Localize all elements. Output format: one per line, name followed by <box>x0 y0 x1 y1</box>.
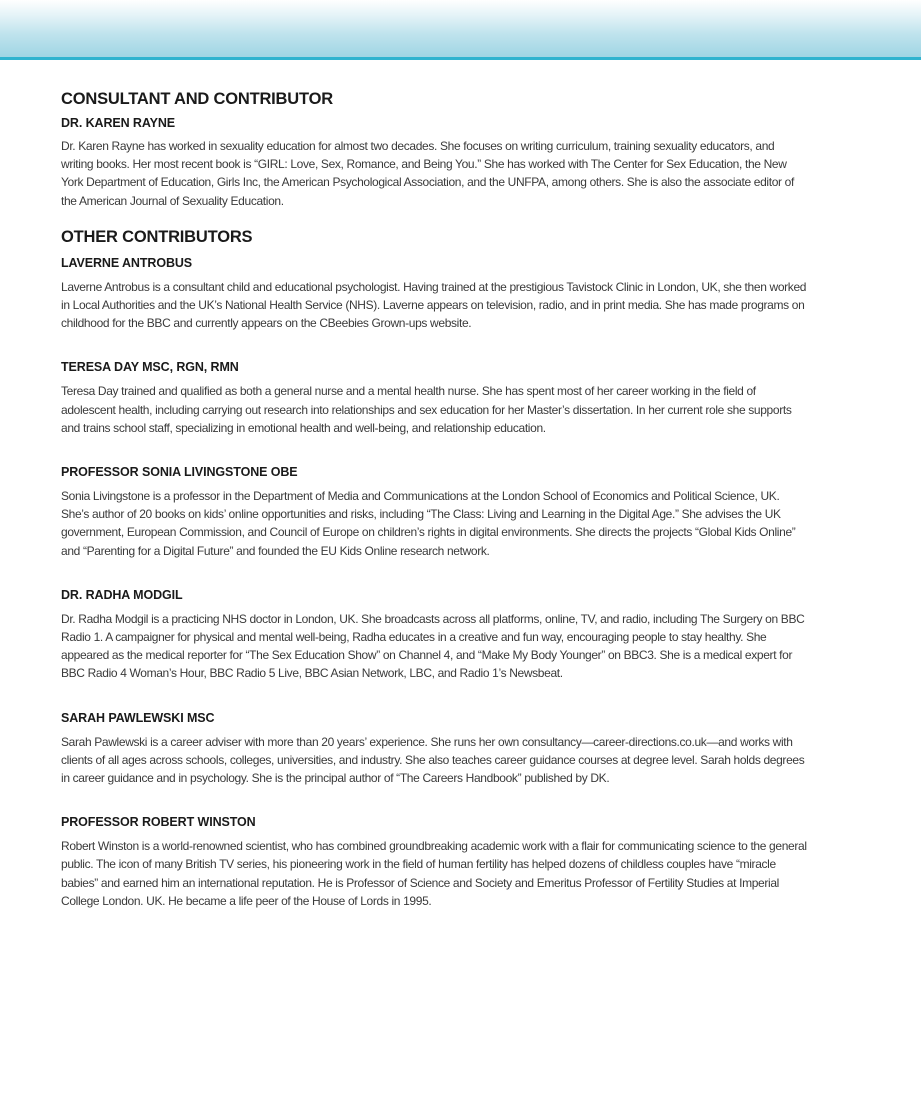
contributor-bio: Dr. Karen Rayne has worked in sexuality education for almost two decades. She focuses on writing curriculum, training sexuality educators, and writing books. Her most recent book is “GIRL: Love, Sex, Romance, and Being You.” She has worked with The Center for Sex Education, the New York Department of Education, Girls Inc, the American Psychological Association, and the UNFPA, among others. She is also the associate editor of the American Journal of Sexuality Education. <box>61 139 794 208</box>
contributor-name: LAVERNE ANTROBUS <box>61 255 193 270</box>
contributor-bio: Teresa Day trained and qualified as both a general nurse and a mental health nurse. She has spent most of her career working in the field of adolescent health, including carrying out research into relationships and sex education for her Master’s dissertation. In her current role she supports and trains school staff, specializing in emotional health and well-being, and relationship education. <box>61 384 792 435</box>
consultant-entry <box>61 115 809 210</box>
contributor-entry-modgil <box>61 587 809 683</box>
contributor-bio: Sonia Livingstone is a professor in the Department of Media and Communications at the London School of Economics and Political Science, UK. She’s author of 20 books on kids’ online opportunities and risks, including “The Class: Living and Learning in the Digital Age.” She advises the UK government, European Commission, and Council of Europe on children’s rights in digital environments. She directs the projects “Global Kids Online” and “Parenting for a Digital Future” and founded the EU Kids Online research network. <box>61 489 796 558</box>
contributor-name: DR. KAREN RAYNE <box>61 116 176 130</box>
contributor-name: PROFESSOR SONIA LIVINGSTONE OBE <box>61 465 298 480</box>
contributor-bio: Sarah Pawlewski is a career adviser with more than 20 years’ experience. She runs her own consultancy—career-directions.co.uk—and works with clients of all ages across schools, colleges, universities, and industry. She also teaches career guidance courses at degree level. Sarah holds degrees in career guidance and in psychology. She is the principal author of “The Careers Handbook” published by DK. <box>61 734 805 786</box>
header-band <box>0 0 921 57</box>
contributor-entry-day <box>61 359 809 437</box>
contributor-bio: Laverne Antrobus is a consultant child and educational psychologist. Having trained at the prestigious Tavistock Clinic in London, UK, she then worked in Local Authorities and the UK’s National Health Service (NHS). Laverne appears on television, radio, and in print media. She has made programs on childhood for the BBC and currently appears on the CBeebies Grown-ups website. <box>61 279 807 331</box>
contributor-name: SARAH PAWLEWSKI MSC <box>61 710 215 725</box>
contributor-name: PROFESSOR ROBERT WINSTON <box>61 815 256 830</box>
contributor-bio: Dr. Radha Modgil is a practicing NHS doctor in London, UK. She broadcasts across all platforms, online, TV, and radio, including The Surgery on BBC Radio 1. A campaigner for physical and mental well-being, Radha educates in a creative and fun way, encouraging people to stay healthy. She appeared as the medical reporter for “The Sex Education Show” on Channel 4, and “Make My Body Younger” on BBC3. She is a medical expert for BBC Radio 4 Woman’s Hour, BBC Radio 5 Live, BBC Asian Network, LBC, and Radio 1’s Newsbeat. <box>61 611 805 681</box>
contributor-name: DR. RADHA MODGIL <box>61 587 183 602</box>
contributor-entry-livingstone <box>61 464 809 560</box>
header-rule <box>0 57 921 60</box>
other-contributors-heading: OTHER CONTRIBUTORS <box>61 227 253 246</box>
consultant-heading: CONSULTANT AND CONTRIBUTOR <box>61 90 333 108</box>
contributor-entry-antrobus <box>61 255 809 333</box>
contributor-name: TERESA DAY MSC, RGN, RMN <box>61 360 239 375</box>
contributor-entry-pawlewski <box>61 710 809 788</box>
contributor-bio: Robert Winston is a world-renowned scientist, who has combined groundbreaking academic work with a flair for communicating science to the general public. The icon of many British TV series, his pioneering work in the field of human fertility has helped dozens of childless couples have “miracle babies” and earned him an international reputation. He is Professor of Science and Society and Emeritus Professor of Fertility Studies at Imperial College London. UK. He became a life peer of the House of Lords in 1995. <box>61 839 807 908</box>
page-content <box>61 89 809 910</box>
contributor-entry-winston <box>61 814 809 910</box>
